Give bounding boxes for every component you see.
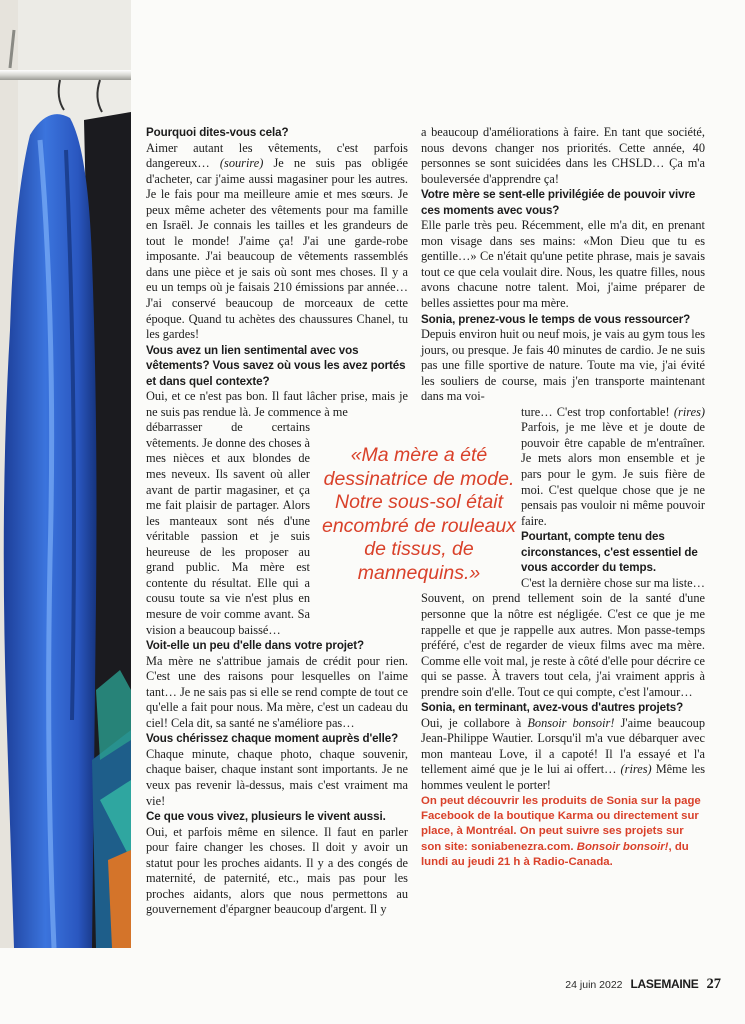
text-run: Parfois, je me lève et je doute de pouvoir être capable de m'entraîner. Je mets alors mon ensemble et je pars pour le gym. Je suis fière de moi. C'est quelque chose que je ne pensais pas vouloir ni même pouvoir faire. [521,420,705,528]
interview-question: Vous avez un lien sentimental avec vos vêtements? Vous savez où vous les avez portés et dans quel contexte? [146,343,406,388]
text-run: Depuis environ huit ou neuf mois, je vais au gym tous les jours, ou presque. Je fais 40 minutes de cardio. Je ne suis pas une fille sportive de nature. Toute ma vie, j'ai évité les souliers de course, mais j'en transporte maintenant dans ma voi- [421,327,705,404]
interview-answer [421,218,705,311]
page-number: 27 [706,976,721,992]
text-run: Oui, et ce n'est pas bon. Il faut lâcher prise, mais je ne suis pas rendue là. Je commence à me [146,389,408,419]
interview-answer [146,654,408,732]
text-run: Même les hommes veulent le porter! [421,762,705,792]
italic-text: (sourire) [219,156,264,171]
interview-answer [421,405,705,529]
page-footer [565,976,721,993]
interview-question: Sonia, en terminant, avez-vous d'autres projets? [421,701,684,715]
interview-question: Pourtant, compte tenu des circonstances, c'est essentiel de vous accorder du temps. [521,530,698,575]
text-run: J'aime beaucoup Jean-Philippe Wautier. Lorsqu'il m'a vue débarquer avec mon manteau Love, il a capoté! Il l'a essayé et l'a tellement aimé que je le lui ai offert… [421,715,706,777]
magazine-name: LASEMAINE [630,977,699,991]
text-run: Je ne suis pas obligée d'acheter, car j'aime aussi magasiner pour les autres. Je le fais pour ma meilleure amie et mes sœurs. Je peux même acheter des vêtements pour ma famille en Israël. Je connais les tailles et les grandeurs de tout le monde! J'aime ça! J'ai une garde-robe imposante. J'ai beaucoup de vêtements rassemblés dans une pièce et je sais où sont mes choses. Il y a eu un temps où je faisais 210 émissions par année… J'ai conservé beaucoup de morceaux de cette époque. Quand tu achètes des chaussures Chanel, tu les gardes! [146,156,409,342]
interview-question: Ce que vous vivez, plusieurs le vivent aussi. [146,810,386,824]
interview-answer [146,747,408,809]
promo-note [421,794,705,871]
text-run: Oui, et parfois même en silence. Il faut en parler pour faire changer les choses. Il doit y avoir un statut pour les proches aidants. Il y a des congés de maternité, de paternité, etc., mais pas pour les proches aidants, alors que nous permettons au gouvernement d'épargner beaucoup d'argent. Il y [146,824,408,917]
italic-text: (rires) [620,762,652,777]
interview-answer [146,141,408,343]
text-run: Oui, je collabore à [421,715,528,730]
interview-answer [421,327,705,405]
interview-answer [146,420,310,638]
italic-text: Bonsoir bonsoir! [527,715,615,730]
interview-question: Votre mère se sent-elle privilégiée de pouvoir vivre ces moments avec vous? [421,188,696,217]
text-run: Ma mère ne s'attribue jamais de crédit pour rien. C'est une des raisons pour lesquelles on l'aime tant… Je ne sais pas si elle se rend compte de tout ce qu'elle a fait pour nous. Ma mère, c'est un cadeau du ciel! Cela dit, sa santé ne s'améliore pas… [146,653,408,730]
text-run: a beaucoup d'améliorations à faire. En tant que société, nous devons changer nos priorités. Cette année, 40 personnes se sont suicidées dans les CHSLD… Ça m'a bouleversée d'apprendre ça! [421,125,705,186]
interview-question: Vous chérissez chaque moment auprès d'elle? [146,732,399,746]
italic-text: (rires) [673,404,705,419]
text-run: Aimer autant les vêtements, c'est parfois dangereux… [146,140,408,171]
interview-question: Pourquoi dites-vous cela? [146,126,289,139]
clothing-rack-photo [0,0,131,948]
interview-answer [421,576,705,700]
text-run: Elle parle très peu. Récemment, elle m'a dit, en prenant mon visage dans ses mains: «Mon Dieu que tu es gentille…» Ce n'était qu'une petite phrase, mais je savais tout ce que cela voulait dire. Nous, les quatre filles, nous avons chacune notre talent. Moi, j'aime préparer de belles assiettes pour ma mère. [421,218,705,311]
text-run: débarrasser de certains vêtements. Je donne des choses à mes nièces et aux blondes de mes neveux. Ils savent où aller avant de partir magasiner, et ça me fait plaisir de partager. Alors les manteaux sont nés d'une véritable passion et je suis heureuse de les proposer au grand public. Ma mère est contente du résultat. Elle qui a cousu toute sa vie n'est plus en mesure de voir comme avant. Sa vision a beaucoup baissé… [146,420,310,637]
pull-quote: «Ma mère a été dessinatrice de mode. Notre sous-sol était encombré de rouleaux de tissus, de mannequins.» [321,444,517,584]
interview-answer [146,825,408,918]
interview-answer [421,125,705,187]
interview-answer [146,389,408,420]
text-run: ture… C'est trop confortable! [521,404,674,419]
clothing-rack-illustration [0,0,131,948]
interview-question: Sonia, prenez-vous le temps de vous ressourcer? [421,312,691,326]
italic-text: Bonsoir bonsoir! [576,840,669,853]
right-column [421,125,705,871]
text-run: , du lundi au jeudi 21 h à Radio-Canada. [421,840,689,869]
interview-answer [421,716,705,794]
interview-question: Voit-elle un peu d'elle dans votre projet? [146,639,365,653]
text-run: C'est la dernière chose sur ma liste… Souvent, on prend tellement soin de la santé d'une personne que la nôtre est négligée. C'est ce que je me rappelle et que je rappelle aux autres. Mon passe-temps préféré, c'est de regarder de vieux films avec ma mère. Comme elle voit mal, je reste à côté d'elle pour décrire ce qui se passe. À travers tout cela, j'ai vraiment appris à prendre soin d'elle. Tout ce qui compte, c'est l'amour… [421,575,705,699]
issue-date: 24 juin 2022 [565,979,623,991]
text-run: On peut découvrir les produits de Sonia sur la page Facebook de la boutique Karma ou directement sur place, à Montréal. On peut suivre ses projets sur son site: soniabenezra.com. [421,794,701,853]
text-run: Chaque minute, chaque photo, chaque souvenir, chaque baiser, chaque instant sont importants. Je ne veux pas revenir là-dessus, mais c'est vraiment ma vie! [146,746,408,808]
